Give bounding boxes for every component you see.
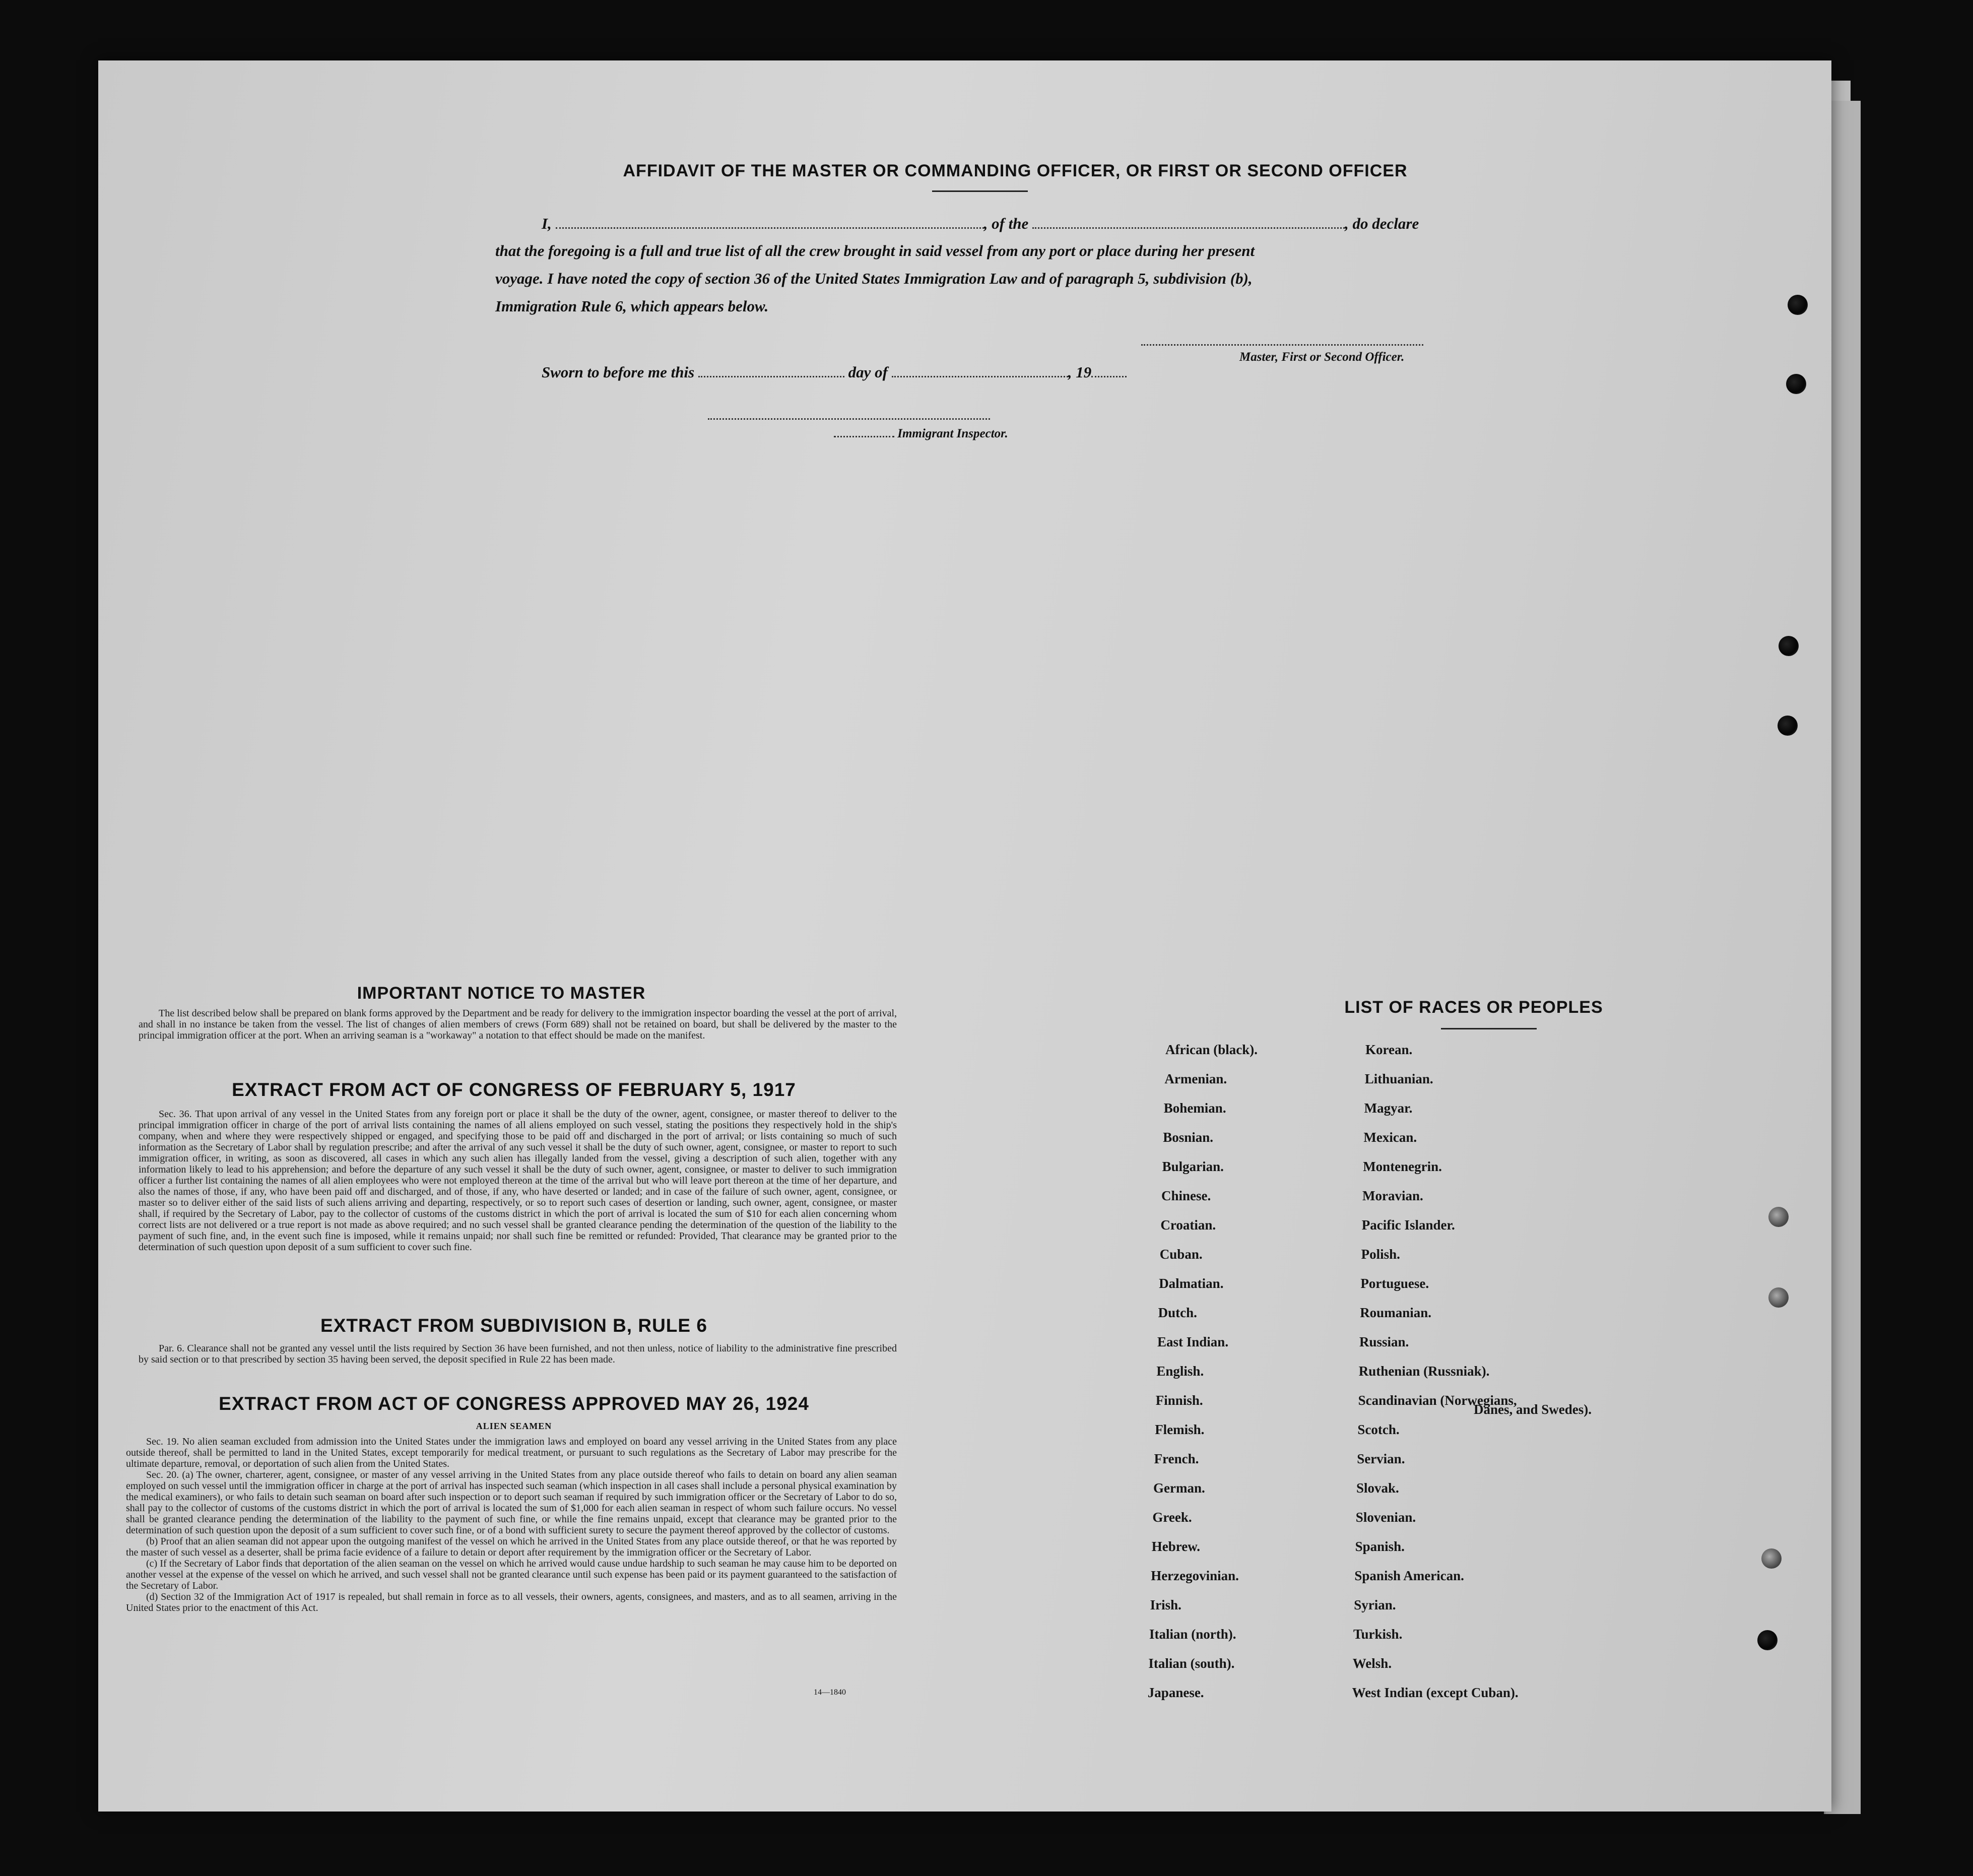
- race-item: Portuguese.: [1360, 1276, 1429, 1291]
- binder-hole: [1761, 1548, 1782, 1569]
- race-item: Scandinavian (Norwegians,: [1358, 1393, 1517, 1408]
- race-item: Magyar.: [1364, 1101, 1413, 1116]
- binder-hole: [1778, 716, 1798, 736]
- race-item: Polish.: [1361, 1247, 1400, 1262]
- race-item: East Indian.: [1157, 1334, 1229, 1349]
- race-item: Finnish.: [1155, 1393, 1203, 1408]
- vessel-blank[interactable]: [1032, 212, 1345, 229]
- race-item: Syrian.: [1354, 1597, 1396, 1612]
- race-item: Montenegrin.: [1363, 1159, 1442, 1174]
- sworn-month-blank[interactable]: [892, 360, 1068, 377]
- sworn-text: Sworn to before me this: [542, 363, 695, 381]
- rule-6-body: Par. 6. Clearance shall not be granted any vessel until the lists required by Section 36 have been furnished, and not then unless, notice of liability to the administrative fine prescribed by said section or to that prescribed by section 35 having been served, the deposit specified in Rule 22 has been made.: [139, 1343, 897, 1365]
- form-number: 14—1840: [814, 1688, 846, 1697]
- race-item: Bulgarian.: [1162, 1159, 1224, 1174]
- race-item: Bohemian.: [1163, 1101, 1226, 1116]
- binder-hole: [1788, 295, 1808, 315]
- inspector-dotted-lead: [834, 428, 894, 437]
- sec-19-paragraph: Sec. 19. No alien seaman excluded from admission into the United States under the immigration laws and employed on board any vessel arriving in the United States from any place outside thereof, shall be permitted to land in the United States, except temporarily for medical treatment, or pursuant to such regulations as the Secretary of Labor may prescribe for the ultimate departure, removal, or deportation of such alien from the United States.: [126, 1436, 897, 1469]
- race-item: Welsh.: [1352, 1656, 1392, 1671]
- race-item: Korean.: [1365, 1042, 1413, 1057]
- race-item: Chinese.: [1161, 1188, 1211, 1203]
- race-item: Turkish.: [1353, 1627, 1403, 1642]
- race-item: African (black).: [1165, 1042, 1258, 1057]
- races-title: LIST OF RACES OR PEOPLES: [1344, 998, 1603, 1017]
- race-item: Irish.: [1150, 1597, 1181, 1612]
- affidavit-line-1: [542, 212, 1419, 233]
- extract-1917-title: EXTRACT FROM ACT OF CONGRESS OF FEBRUARY 5, 1917: [232, 1079, 796, 1100]
- race-item: Roumanian.: [1360, 1305, 1431, 1320]
- sworn-line: [542, 360, 1127, 381]
- extract-1924-subtitle: ALIEN SEAMEN: [476, 1421, 552, 1431]
- race-item: English.: [1156, 1364, 1204, 1379]
- race-item: Japanese.: [1147, 1685, 1204, 1700]
- race-item: Pacific Islander.: [1361, 1217, 1455, 1233]
- sec-20c-paragraph: (c) If the Secretary of Labor finds that deportation of the alien seaman on the vessel on which he arrived would cause undue hardship to such seaman he may cause him to be deported on another vessel at the expense of the vessel on which he arrived, and such vessel shall not be granted clearance until such expense has been paid or its payment guaranteed to the satisfaction of the Secretary of Labor.: [126, 1558, 897, 1591]
- year-text: , 19: [1068, 363, 1092, 381]
- binder-hole: [1757, 1630, 1778, 1650]
- affidavit-title-rule: [932, 190, 1028, 192]
- affidavit-line-2: that the foregoing is a full and true list of all the crew brought in said vessel from any port or place during her present: [495, 242, 1255, 260]
- race-item: German.: [1153, 1480, 1205, 1496]
- sec-20b-paragraph: (b) Proof that an alien seaman did not appear upon the outgoing manifest of the vessel on which he arrived in the United States from any place outside thereof, or that he was reported by the master of such vessel as a deserter, shall be prima facie evidence of a failure to detain or deport after requirement by the immigration officer or the Secretary of Labor.: [126, 1536, 897, 1558]
- rule-6-title: EXTRACT FROM SUBDIVISION B, RULE 6: [320, 1315, 707, 1336]
- race-item: Herzegovinian.: [1151, 1568, 1239, 1583]
- sworn-year-blank[interactable]: [1091, 360, 1127, 377]
- affidavit-line-4: Immigration Rule 6, which appears below.: [495, 297, 769, 315]
- extract-1924-body: [126, 1436, 897, 1613]
- sec-20d-paragraph: (d) Section 32 of the Immigration Act of 1917 is repealed, but shall remain in force as to all vessels, their owners, agents, consignees, and masters, and as to all seamen, arriving in the United States prior to the enactment of this Act.: [126, 1591, 897, 1613]
- day-of-text: day of: [848, 363, 888, 381]
- extract-1924-title: EXTRACT FROM ACT OF CONGRESS APPROVED MAY 26, 1924: [219, 1393, 809, 1414]
- race-item: Bosnian.: [1163, 1130, 1213, 1145]
- binder-hole: [1786, 374, 1806, 394]
- race-item: Armenian.: [1164, 1071, 1227, 1086]
- sworn-day-blank[interactable]: [698, 360, 844, 377]
- race-item: Greek.: [1152, 1510, 1192, 1525]
- extract-1917-body: Sec. 36. That upon arrival of any vessel in the United States from any foreign port or place it shall be the duty of the owner, agent, consignee, or master thereof to deliver to the principal immigration officer in charge of the port of arrival lists containing the names of all aliens employed on such vessel, stating the positions they respectively hold in the ship's company, when and where they were respectively shipped or engaged, and specifying those to be paid off and discharged in the port of arrival; or lists containing so much of such information as the Secretary of Labor shall by regulation prescribe; and after the arrival of any such vessel it shall be the duty of such owner, agent, consignee, or master to report to such immigration officer, in writing, as soon as discovered, all cases in which any such alien has illegally landed from the vessel, giving a description of such alien, together with any information likely to lead to his apprehension; and before the departure of any such vessel it shall be the duty of such owner, agent, consignee, or master to deliver to such immigration officer a further list containing the names of all alien employees who were not employed thereon at the time of the arrival but who will leave port thereon at the time of her departure, and also the names of those, if any, who have been paid off and discharged, and of those, if any, who have deserted or landed; and in case of the failure of such owner, agent, consignee, or master so to deliver either of the said lists of such aliens arriving and departing, respectively, or so to report such cases of desertion or landing, such owner, agent, consignee, or master shall, if required by the Secretary of Labor, pay to the collector of customs of the customs district in which the port of arrival is located the sum of $10 for each alien concerning whom correct lists are not delivered or a true report is not made as above required; and no such vessel shall be granted clearance pending the determination of the question of the liability to the payment of such fine, and, in the event such fine is imposed, while it remains unpaid; nor shall such fine be remitted or refunded: Provided, That clearance may be granted prior to the determination of such question upon deposit of a sum sufficient to cover such fine.: [139, 1109, 897, 1253]
- notice-title: IMPORTANT NOTICE TO MASTER: [357, 984, 646, 1003]
- document-page: [98, 60, 1831, 1812]
- race-item: Italian (north).: [1149, 1627, 1236, 1642]
- binder-hole: [1779, 636, 1799, 656]
- inspector-text: Immigrant Inspector.: [897, 427, 1008, 440]
- race-item: Slovenian.: [1355, 1510, 1416, 1525]
- race-item: Lithuanian.: [1364, 1071, 1433, 1086]
- race-item: Croatian.: [1160, 1217, 1216, 1233]
- name-blank[interactable]: [556, 212, 984, 229]
- race-item: Mexican.: [1363, 1130, 1417, 1145]
- notice-body: The list described below shall be prepared on blank forms approved by the Department and be ready for delivery to the immigration inspector boarding the vessel at the port of arrival, and shall in no instance be taken from the vessel. The list of changes of alien members of crews (Form 689) shall not be retained on board, but shall be delivered by the master to the principal immigration officer at the port. When an arriving seaman is a "workaway" a notation to that effect should be made on the manifest.: [139, 1008, 897, 1041]
- race-item: Spanish.: [1355, 1539, 1405, 1554]
- race-right-extra: Danes, and Swedes).: [1474, 1402, 1592, 1417]
- inspector-signature-line[interactable]: [708, 418, 990, 420]
- race-item: Dalmatian.: [1159, 1276, 1224, 1291]
- races-title-rule: [1441, 1028, 1537, 1029]
- race-item: Cuban.: [1159, 1247, 1203, 1262]
- race-item: Dutch.: [1158, 1305, 1197, 1320]
- race-item: Italian (south).: [1148, 1656, 1235, 1671]
- race-item: West Indian (except Cuban).: [1352, 1685, 1519, 1700]
- inspector-label: [834, 427, 1008, 441]
- affidavit-i: I,: [542, 215, 552, 232]
- master-signature-label: Master, First or Second Officer.: [1239, 350, 1405, 364]
- affidavit-of-the: , of the: [983, 215, 1029, 232]
- binder-hole: [1768, 1207, 1789, 1227]
- race-item: Spanish American.: [1354, 1568, 1464, 1583]
- race-item: Slovak.: [1356, 1480, 1399, 1496]
- race-item: Russian.: [1359, 1334, 1409, 1349]
- affidavit-line-3: voyage. I have noted the copy of section 36 of the United States Immigration Law and of paragraph 5, subdivision (b),: [495, 270, 1253, 287]
- sec-20a-paragraph: Sec. 20. (a) The owner, charterer, agent, consignee, or master of any vessel arriving in the United States from any place outside thereof who fails to detain on board any alien seaman employed on such vessel until the immigration officer in charge at the port of arrival has inspected such seaman (which inspection in all cases shall include a personal physical examination by the medical examiners), or who fails to detain such seaman on board after such inspection or to deport such seaman if required by such immigration officer or the Secretary of Labor to do so, shall pay to the collector of customs of the customs district in which the port of arrival is located the sum of $1,000 for each alien seaman in respect of whom such failure occurs. No vessel shall be granted clearance pending the determination of the liability to the payment of such fine, or while the fine remains unpaid, except that clearance may be granted prior to the determination of such question upon the deposit of a sum sufficient to cover such fine, or of a bond with sufficient surety to secure the payment thereof approved by the collector of customs.: [126, 1469, 897, 1536]
- race-item: Ruthenian (Russniak).: [1358, 1364, 1490, 1379]
- race-item: Scotch.: [1357, 1422, 1400, 1437]
- affidavit-title: AFFIDAVIT OF THE MASTER OR COMMANDING OFFICER, OR FIRST OR SECOND OFFICER: [623, 161, 1408, 180]
- affidavit-do-declare: , do declare: [1345, 215, 1419, 232]
- race-item: Hebrew.: [1151, 1539, 1201, 1554]
- race-item: French.: [1154, 1451, 1199, 1466]
- race-item: Flemish.: [1155, 1422, 1205, 1437]
- binder-hole: [1768, 1287, 1789, 1308]
- race-item: Moravian.: [1362, 1188, 1423, 1203]
- race-item: Servian.: [1357, 1451, 1405, 1466]
- master-signature-line[interactable]: [1141, 344, 1423, 346]
